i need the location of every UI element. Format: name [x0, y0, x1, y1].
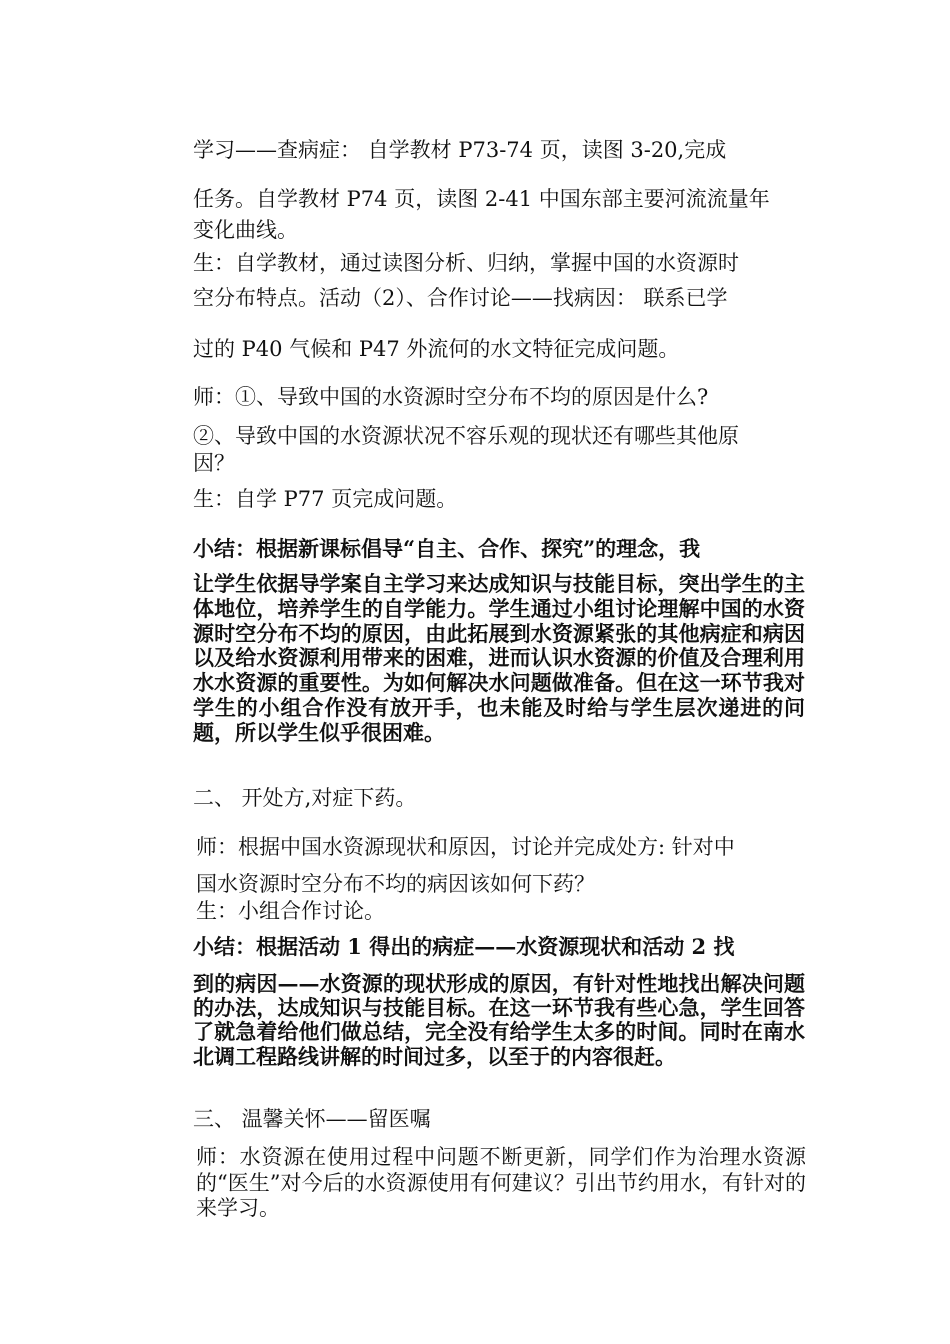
summary-2-body: 到的病因——水资源的现状形成的原因，有针对性地找出解决问题的办法，达成知识与技能目标。在这一环节我有些心急，学生回答了就急着给他们做总结，完全没有给学生太多的时间。同时在南水北调工程路线讲解的时间过多，以至于的内容很赶。: [193, 971, 805, 1069]
paragraph-group-discussion: [196, 871, 808, 925]
paragraph-teacher-prescription: [196, 834, 808, 861]
summary-2-first-line: [193, 933, 805, 960]
text-line: 三、 温馨关怀——留医嘱: [193, 1107, 431, 1131]
text-line: 过的 P40 气候和 P47 外流何的水文特征完成问题。: [193, 337, 680, 361]
section-heading-care: [193, 1106, 805, 1133]
text-line: 学习——查病症： 自学教材 P73-74 页，读图 3-20,完成: [193, 138, 727, 162]
text-line: 国水资源时空分布不均的病因该如何下药？: [196, 872, 595, 896]
paragraph-hydrology: [193, 336, 805, 363]
text-line: 任务。自学教材 P74 页，读图 2-41 中国东部主要河流流量年: [193, 187, 770, 211]
text-line: ②、导致中国的水资源状况不容乐观的现状还有哪些其他原: [193, 424, 739, 448]
text-line: 小结：根据活动 1 得出的病症——水资源现状和活动 2 找: [193, 934, 735, 959]
text-line: 空分布特点。活动（2）、合作讨论——找病因： 联系已学: [193, 286, 728, 310]
text-line: 生：自学 P77 页完成问题。: [193, 487, 458, 511]
paragraph-water-saving: 师：水资源在使用过程中问题不断更新，同学们作为治理水资源的“医生”对今后的水资源使用有何建议？引出节约用水，有针对的来学习。: [196, 1145, 806, 1220]
text-line: 师：根据中国水资源现状和原因，讨论并完成处方: 针对中: [196, 835, 735, 859]
text-line: 师：①、导致中国的水资源时空分布不均的原因是什么?: [193, 385, 709, 409]
paragraph-study-symptoms: [193, 137, 805, 164]
text-line: 生：小组合作讨论。: [196, 899, 385, 923]
text-line: 因？: [193, 451, 235, 475]
summary-1-body: 让学生依据导学案自主学习来达成知识与技能目标，突出学生的主体地位，培养学生的自学能力。学生通过小组讨论理解中国的水资源时空分布不均的原因，由此拓展到水资源紧张的其他病症和病因以及给水资源利用带来的困难，进而认识水资源的价值及合理利用水水资源的重要性。为如何解决水问题做准备。但在这一环节我对学生的小组合作没有放开手，也未能及时给与学生层次递进的问题，所以学生似乎很困难。: [193, 571, 805, 745]
paragraph-student-self-study: [193, 250, 805, 312]
paragraph-student-p77: [193, 486, 805, 513]
text-line: 二、 开处方,对症下药。: [193, 786, 417, 810]
paragraph-teacher-question-2: [193, 423, 805, 477]
text-line: 生：自学教材，通过读图分析、归纳，掌握中国的水资源时: [193, 251, 739, 275]
summary-1-first-line: [193, 535, 805, 562]
paragraph-task: [193, 186, 805, 244]
section-heading-prescription: [193, 785, 805, 812]
paragraph-teacher-question-1: [193, 384, 805, 411]
text-line: 变化曲线。: [193, 218, 298, 242]
text-line: 小结：根据新课标倡导“自主、合作、探究”的理念，我: [193, 536, 701, 561]
